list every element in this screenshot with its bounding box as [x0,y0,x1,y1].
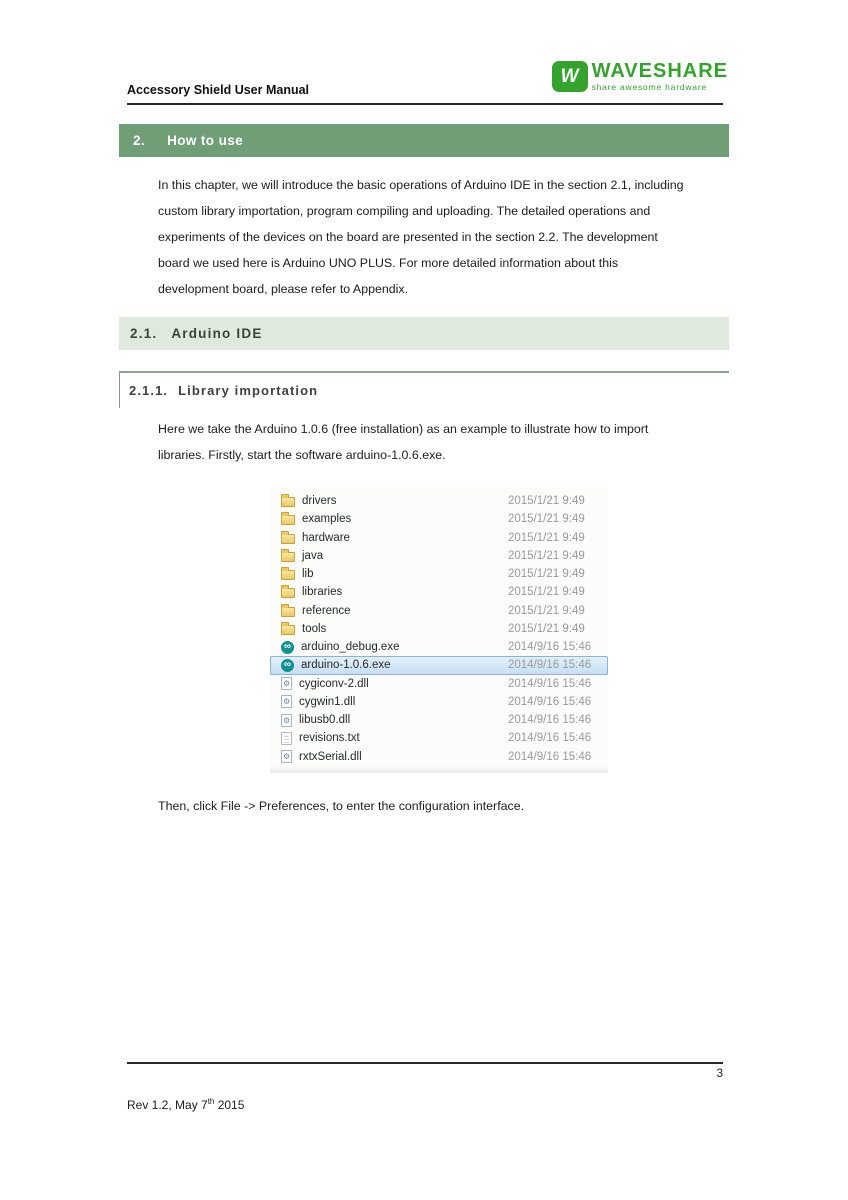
paragraph-line: Then, click File -> Preferences, to enter the configuration interface. [158,799,525,813]
paragraph-line: In this chapter, we will introduce the basic operations of Arduino IDE in the section 2.1, including [158,178,684,192]
dll-icon [281,695,292,708]
folder-icon [281,497,295,507]
file-date: 2014/9/16 15:46 [508,714,592,727]
file-row [270,510,608,528]
file-name: arduino-1.0.6.exe [301,659,391,672]
revision-suffix: 2015 [214,1098,245,1112]
section-heading-2 [119,124,729,157]
file-row [270,547,608,565]
folder-icon [281,552,295,562]
file-date: 2015/1/21 9:49 [508,513,585,526]
section-number: 2. [133,133,146,148]
file-row [270,729,608,747]
folder-icon [281,534,295,544]
revision-superscript: th [207,1097,215,1106]
section-number: 2.1. [130,326,158,341]
section-heading-2-1 [119,317,729,350]
arduino-icon [281,641,294,654]
file-date: 2015/1/21 9:49 [508,586,585,599]
file-row [270,748,608,766]
file-explorer-screenshot [270,487,608,773]
file-name: revisions.txt [299,732,360,745]
file-name: cygwin1.dll [299,695,356,708]
file-date: 2015/1/21 9:49 [508,495,585,508]
file-row-selected [270,656,608,674]
file-name: lib [302,568,314,581]
section-title: How to use [167,133,244,148]
intro-paragraph [158,172,726,302]
section-heading-2-1-1 [119,371,729,408]
file-name: arduino_debug.exe [301,641,400,654]
file-name: hardware [302,531,350,544]
file-name: rxtxSerial.dll [299,750,362,763]
revision-prefix: Rev 1.2, May 7 [127,1098,208,1112]
file-row [270,675,608,693]
section-title: Library importation [178,383,319,398]
folder-icon [281,570,295,580]
section-title: Arduino IDE [171,326,263,341]
paragraph-line: experiments of the devices on the board are presented in the section 2.2. The development [158,230,658,244]
dll-icon [281,750,292,763]
folder-icon [281,515,295,525]
paragraph-line: board we used here is Arduino UNO PLUS. For more detailed information about this [158,256,619,270]
file-name: java [302,549,324,562]
file-name: tools [302,622,327,635]
waveshare-logo [552,61,728,92]
file-row [270,620,608,638]
paragraph-line: development board, please refer to Appendix. [158,282,409,296]
file-name: reference [302,604,351,617]
footer-divider [127,1062,723,1064]
file-row [270,602,608,620]
file-name: cygiconv-2.dll [299,677,369,690]
library-import-paragraph [158,416,726,468]
file-row [270,711,608,729]
file-row [270,565,608,583]
folder-icon [281,607,295,617]
file-name: libraries [302,586,343,599]
file-date: 2014/9/16 15:46 [508,750,592,763]
page-number: 3 [716,1068,723,1080]
file-row [270,693,608,711]
brand-name: WAVESHARE [591,60,728,83]
file-date: 2014/9/16 15:46 [508,695,592,708]
file-name: examples [302,513,352,526]
section-number: 2.1.1. [129,383,169,398]
file-name: drivers [302,495,337,508]
file-date: 2014/9/16 15:46 [508,732,592,745]
txt-icon [281,732,292,745]
file-date: 2014/9/16 15:46 [508,677,592,690]
dll-icon [281,714,292,727]
brand-tagline: share awesome hardware [591,82,707,93]
file-date: 2015/1/21 9:49 [508,549,585,562]
header-divider [127,103,723,105]
file-name: libusb0.dll [299,714,351,727]
file-date: 2015/1/21 9:49 [508,622,585,635]
paragraph-line: libraries. Firstly, start the software arduino-1.0.6.exe. [158,448,446,462]
folder-icon [281,625,295,635]
file-date: 2015/1/21 9:49 [508,568,585,581]
file-date: 2014/9/16 15:46 [508,659,592,672]
file-row [270,529,608,547]
paragraph-line: Here we take the Arduino 1.0.6 (free installation) as an example to illustrate how to import [158,422,649,436]
file-date: 2015/1/21 9:49 [508,531,585,544]
file-row [270,492,608,510]
dll-icon [281,677,292,690]
file-row [270,583,608,601]
file-date: 2015/1/21 9:49 [508,604,585,617]
file-date: 2014/9/16 15:46 [508,641,592,654]
paragraph-line: custom library importation, program compiling and uploading. The detailed operations and [158,204,651,218]
waveshare-logo-icon: W [552,61,588,92]
revision-note [127,1097,244,1112]
folder-icon [281,588,295,598]
preferences-paragraph [158,793,726,819]
waveshare-logo-text [592,61,728,92]
file-row [270,638,608,656]
document-title: Accessory Shield User Manual [127,83,310,97]
arduino-icon [281,659,294,672]
